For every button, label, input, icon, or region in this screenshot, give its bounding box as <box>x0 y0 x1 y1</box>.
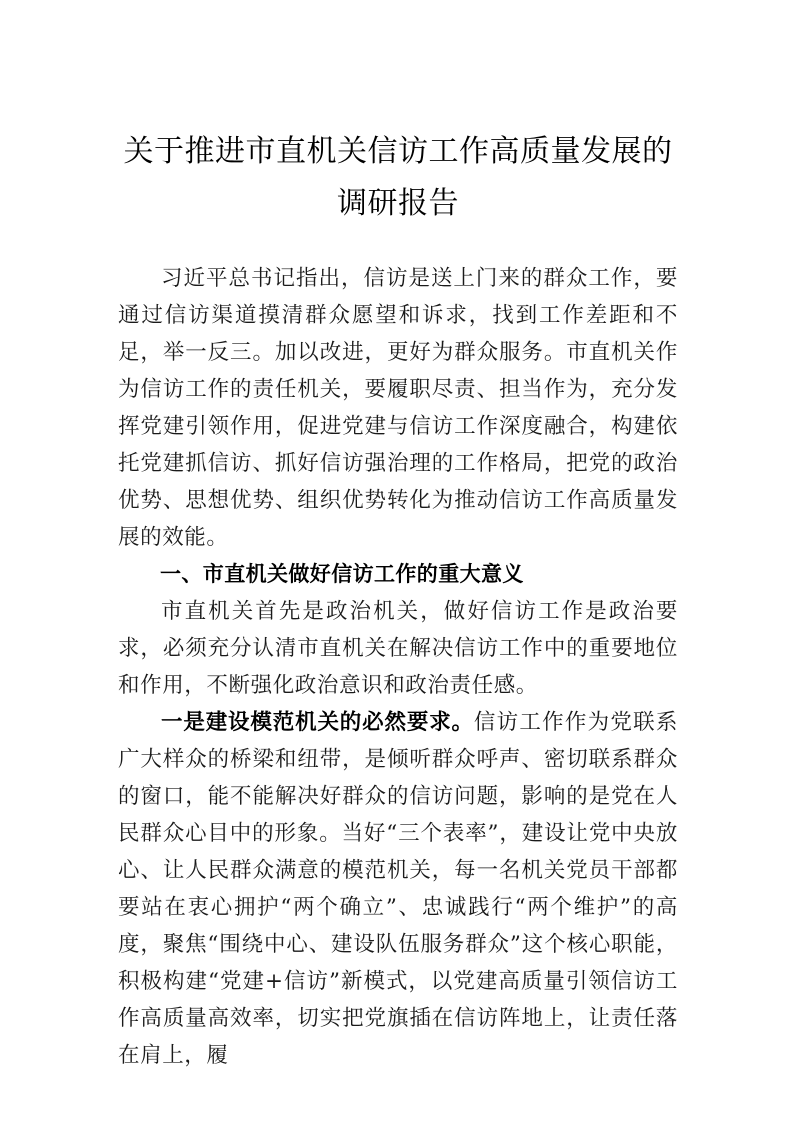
page-title <box>118 118 678 230</box>
page-title-line-1: 关于推进市直机关信访工作高质量发展的 <box>123 134 673 169</box>
paragraph-point-1 <box>118 704 678 1074</box>
document-body <box>118 260 678 1074</box>
paragraph-intro: 习近平总书记指出，信访是送上门来的群众工作，要通过信访渠道摸清群众愿望和诉求，找到工作差距和不足，举一反三。加以改进，更好为群众服务。市直机关作为信访工作的责任机关，要履职尽责、担当作为，充分发挥党建引领作用，促进党建与信访工作深度融合，构建依托党建抓信访、抓好信访强治理的工作格局，把党的政治优势、思想优势、组织优势转化为推动信访工作高质量发展的效能。 <box>118 266 678 550</box>
section-heading-1: 一、市直机关做好信访工作的重大意义 <box>160 562 524 586</box>
point-1-body: 信访工作作为党联系广大样众的桥梁和纽带，是倾听群众呼声、密切联系群众的窗口，能不能解决好群众的信访问题，影响的是党在人民群众心目中的形象。当好“三个表率”，建设让党中央放心、让人民群众满意的模范机关，每一名机关党员干部都要站在衷心拥护“两个确立”、忠诚践行“两个维护”的高度，聚焦“围绕中心、建设队伍服务群众”这个核心职能，积极构建“党建+信访”新模式，以党建高质量引领信访工作高质量高效率，切实把党旗插在信访阵地上，让责任落在肩上，履 <box>118 710 678 1068</box>
paragraph-section-1-intro: 市直机关首先是政治机关，做好信访工作是政治要求，必须充分认清市直机关在解决信访工作中的重要地位和作用，不断强化政治意识和政治责任感。 <box>118 599 678 698</box>
document-content <box>118 118 678 1074</box>
page-title-line-2: 调研报告 <box>337 186 459 221</box>
point-1-lead: 一是建设模范机关的必然要求。 <box>161 710 474 735</box>
